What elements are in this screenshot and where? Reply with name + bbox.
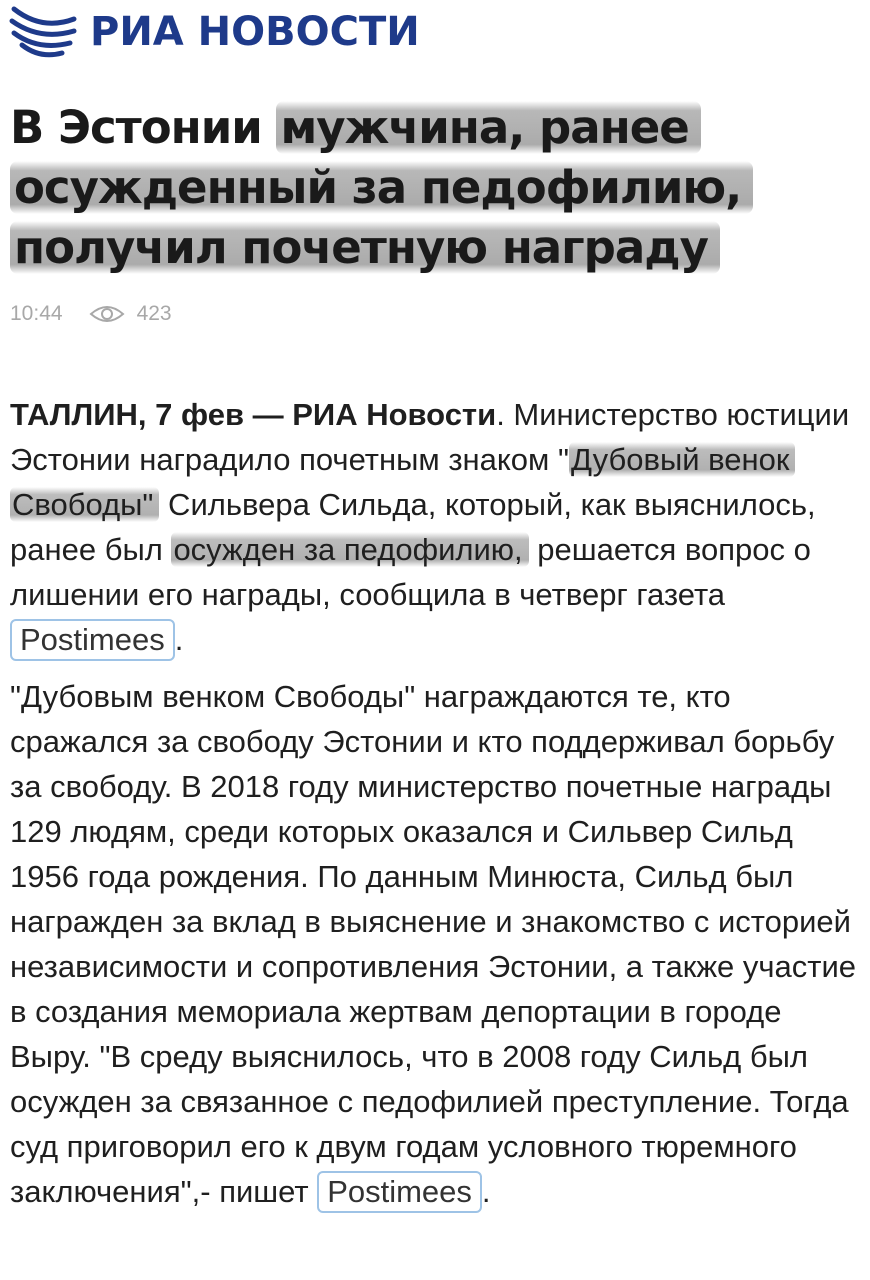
source-link-postimees-2[interactable]: Postimees — [317, 1171, 482, 1213]
p2-text: "Дубовым венком Свободы" награждаются те, кто сражался за свободу Эстонии и кто поддерживал борьбу за свободу. В 2018 году министерство почетные награды 129 людям, среди которых оказался и Сильвер Сильд 1956 года рождения. По данным Минюста, Сильд был награжден за вклад в выяснение и знакомство с историей независимости и сопротивления Эстонии, а также участие в создания мемориала жертвам депортации в городе Выру. "В среду выяснилось, что в 2008 году Сильд был осужден за связанное с педофилией преступление. Тогда суд приговорил его к двум годам условного тюремного заключения",- пишет — [10, 679, 857, 1209]
paragraph-1 — [10, 392, 866, 662]
p1-text-1: . Министерство юстиции Эстонии наградило почетным знаком " — [10, 397, 850, 477]
article-title — [10, 98, 860, 278]
article-meta — [10, 302, 172, 326]
title-plain: В Эстонии — [10, 101, 277, 154]
paragraph-2 — [10, 674, 866, 1214]
article-body — [10, 392, 866, 1214]
p2-end: . — [481, 1174, 491, 1209]
p1-highlight-award: Дубовый венок Свободы" — [10, 442, 795, 522]
publish-time: 10:44 — [10, 302, 63, 325]
p1-text-3: решается вопрос о лишении его награды, сообщила в четверг газета — [10, 532, 811, 612]
brand-name: РИА НОВОСТИ — [90, 9, 420, 55]
p1-text-4: . — [174, 622, 184, 657]
dateline: ТАЛЛИН, 7 фев — РИА Новости — [10, 397, 497, 432]
site-header-logo[interactable] — [8, 0, 420, 64]
ria-globe-icon — [8, 1, 78, 63]
source-link-postimees[interactable]: Postimees — [10, 619, 175, 661]
p1-text-2: Сильвера Сильда, который, как выяснилось, ранее был — [10, 487, 816, 567]
eye-icon — [89, 302, 125, 326]
title-highlighted: мужчина, ранее осужденный за педофилию, получил почетную награду — [10, 101, 753, 274]
view-count: 423 — [136, 302, 172, 325]
p1-highlight-conviction: осужден за педофилию, — [171, 532, 528, 567]
